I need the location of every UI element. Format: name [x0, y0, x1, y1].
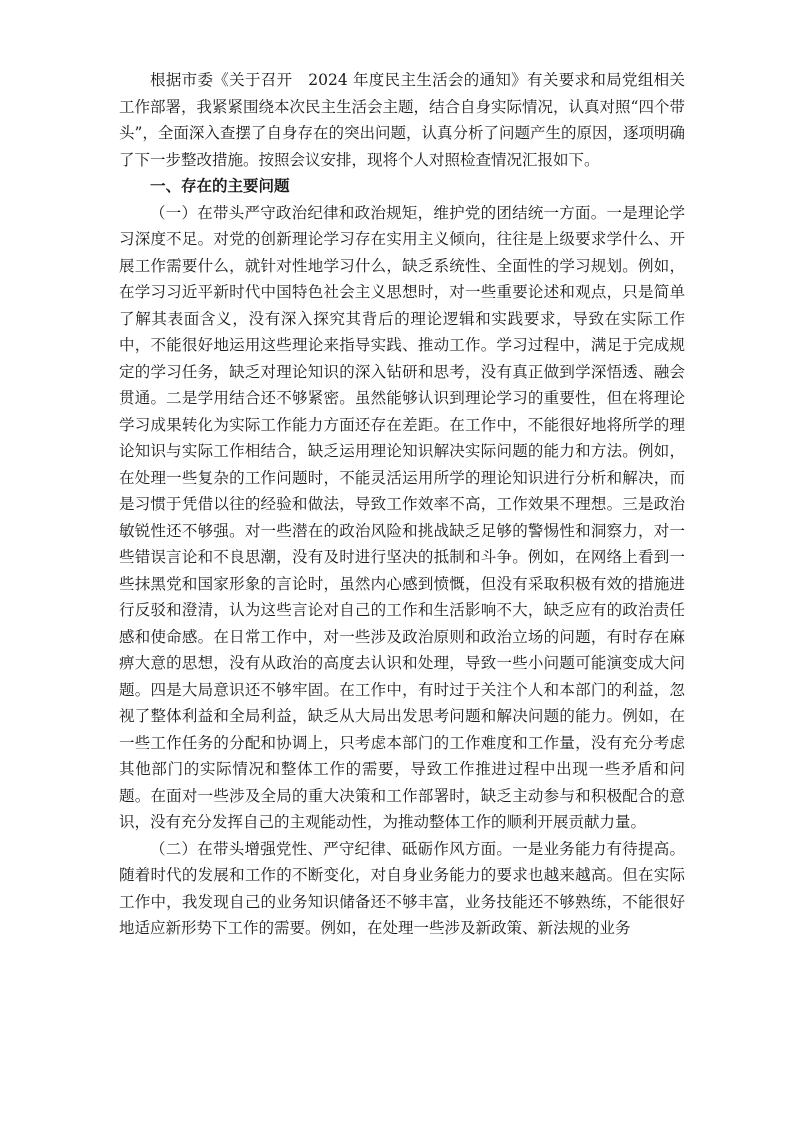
part-two-paragraph: （二）在带头增强党性、严守纪律、砥砺作风方面。一是业务能力有待提高。随着时代的发展和工作的不断变化，对自身业务能力的要求也越来越高。但在实际工作中，我发现自己的业务知识储备还不够丰富，业务技能还不够熟练，不能很好地适应新形势下工作的需要。例如，在处理一些涉及新政策、新法规的业务: [119, 839, 685, 937]
part-one-paragraph: （一）在带头严守政治纪律和政治规矩，维护党的团结统一方面。一是理论学习深度不足。对党的创新理论学习存在实用主义倾向，往往是上级要求学什么、开展工作需要什么，就针对性地学习什么，缺乏系统性、全面性的学习规划。例如，在学习习近平新时代中国特色社会主义思想时，对一些重要论述和观点，只是简单了解其表面含义，没有深入探究其背后的理论逻辑和实践要求，导致在实际工作中，不能很好地运用这些理论来指导实践、推动工作。学习过程中，满足于完成规定的学习任务，缺乏对理论知识的深入钻研和思考，没有真正做到学深悟透、融会贯通。二是学用结合还不够紧密。虽然能够认识到理论学习的重要性，但在将理论学习成果转化为实际工作能力方面还存在差距。在工作中，不能很好地将所学的理论知识与实际工作相结合，缺乏运用理论知识解决实际问题的能力和方法。例如，在处理一些复杂的工作问题时，不能灵活运用所学的理论知识进行分析和解决，而是习惯于凭借以往的经验和做法，导致工作效率不高，工作效果不理想。三是政治敏锐性还不够强。对一些潜在的政治风险和挑战缺乏足够的警惕性和洞察力，对一些错误言论和不良思潮，没有及时进行坚决的抵制和斗争。例如，在网络上看到一些抹黑党和国家形象的言论时，虽然内心感到愤慨，但没有采取积极有效的措施进行反驳和澄清，认为这些言论对自己的工作和生活影响不大，缺乏应有的政治责任感和使命感。在日常工作中，对一些涉及政治原则和政治立场的问题，有时存在麻痹大意的思想，没有从政治的高度去认识和处理，导致一些小问题可能演变成大问题。四是大局意识还不够牢固。在工作中，有时过于关注个人和本部门的利益，忽视了整体利益和全局利益，缺乏从大局出发思考问题和解决问题的能力。例如，在一些工作任务的分配和协调上，只考虑本部门的工作难度和工作量，没有充分考虑其他部门的实际情况和整体工作的需要，导致工作推进过程中出现一些矛盾和问题。在面对一些涉及全局的重大决策和工作部署时，缺乏主动参与和积极配合的意识，没有充分发挥自己的主观能动性，为推动整体工作的顺利开展贡献力量。: [119, 203, 685, 831]
document-body: [119, 67, 685, 942]
intro-paragraph: 根据市委《关于召开 2024 年度民主生活会的通知》有关要求和局党组相关工作部署，我紧紧围绕本次民主生活会主题，结合自身实际情况，认真对照“四个带头”，全面深入查摆了自身存在的突出问题，认真分析了问题产生的原因，逐项明确了下一步整改措施。按照会议安排，现将个人对照检查情况汇报如下。: [119, 71, 685, 169]
section-heading: 一、存在的主要问题: [150, 177, 290, 195]
